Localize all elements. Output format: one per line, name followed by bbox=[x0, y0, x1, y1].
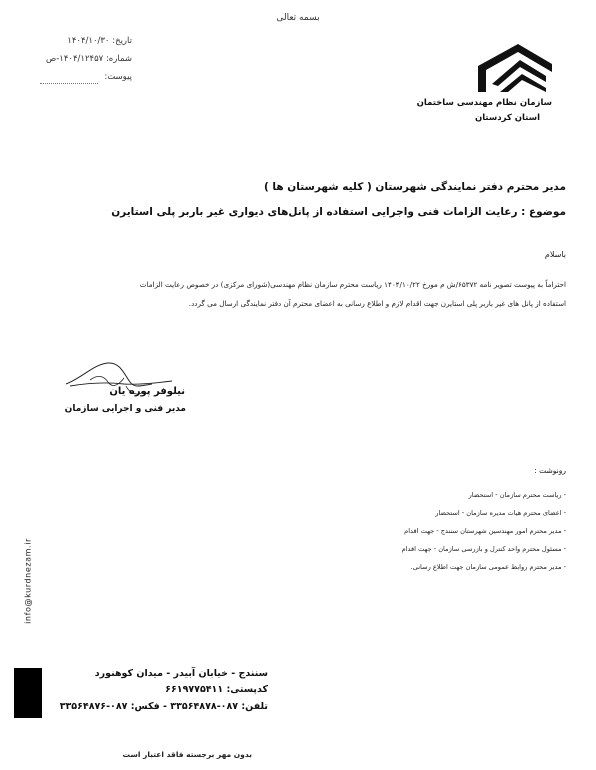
attachment-row bbox=[40, 72, 132, 82]
website-text[interactable]: info@kurdnezam.ir bbox=[23, 538, 33, 624]
cc-item: ‐ مدیر محترم روابط عمومی سازمان جهت اطلاع رسانی. bbox=[410, 563, 566, 571]
date-value: ۱۴۰۴/۱۰/۳۰ bbox=[67, 36, 110, 46]
footer-phone-fax: تلفن: ۰۸۷-۳۳۵۶۴۸۷۸ - فکس: ۰۸۷-۳۳۵۶۴۸۷۶ bbox=[59, 701, 268, 712]
org-province: استان کردستان bbox=[474, 113, 540, 123]
attachment-label: پیوست: bbox=[104, 72, 132, 82]
cc-item: ‐ مدیر محترم امور مهندسین شهرستان سنندج - جهت اقدام bbox=[404, 527, 566, 535]
letter-body-line: استفاده از پانل های غیر باربر پلی استایرن جهت اقدام لازم و اطلاع رسانی به اعضای محترم آن دفتر نمایندگی ارسال می گردد. bbox=[188, 299, 566, 308]
cc-item: ‐ مسئول محترم واحد کنترل و بازرسی سازمان - جهت اقدام bbox=[401, 545, 566, 553]
footer-black-bar bbox=[14, 668, 42, 718]
footer-disclaimer: بدون مهر برجسته فاقد اعتبار است bbox=[122, 750, 252, 759]
bismillah-header: بسمه تعالی bbox=[276, 13, 320, 23]
cc-item: ‐ ریاست محترم سازمان - استحضار bbox=[468, 491, 566, 499]
org-logo bbox=[478, 42, 552, 92]
date-row bbox=[40, 36, 132, 46]
website-vertical[interactable] bbox=[16, 520, 40, 642]
footer-postal-code: کدپستی: ۶۶۱۹۷۷۵۴۱۱ bbox=[165, 684, 268, 695]
attachment-dotted-line bbox=[40, 83, 98, 84]
letter-body-line: احتراماً به پیوست تصویر نامه ۶۵۳۷۲/ش م مورخ ۱۴۰۴/۱۰/۲۲ ریاست محترم سازمان نظام مهندسی(شورای مرکزی) در خصوص رعایت الزامات bbox=[139, 280, 566, 289]
signer-title: مدیر فنی و اجرایی سازمان bbox=[64, 404, 186, 414]
letter-salutation: باسلام bbox=[544, 250, 566, 259]
date-label: تاریخ: bbox=[112, 36, 132, 46]
letter-recipient: مدیر محترم دفتر نمایندگی شهرستان ( کلیه شهرستان ها ) bbox=[263, 181, 566, 193]
cc-title: رونوشت : bbox=[534, 466, 566, 475]
footer-address: سنندج - خیابان آبیدر - میدان کوهنورد bbox=[94, 668, 268, 679]
signer-name: نیلوفر پوره یان bbox=[109, 386, 185, 397]
handwritten-signature bbox=[60, 360, 190, 405]
cc-item: ‐ اعضای محترم هیات مدیره سازمان - استحضار bbox=[435, 509, 566, 517]
letter-meta bbox=[40, 36, 132, 82]
cc-list bbox=[266, 486, 566, 576]
number-row bbox=[40, 54, 132, 64]
letter-body bbox=[116, 275, 566, 313]
org-name: سازمان نظام مهندسی ساختمان bbox=[416, 98, 552, 108]
letter-subject: موضوع : رعایت الزامات فنی واجرایی استفاده از پانل‌های دیواری غیر باربر پلی استایرن bbox=[111, 206, 566, 218]
number-label: شماره: bbox=[105, 54, 132, 64]
number-value: ۱۴۰۴/۱۲۴۵۷-ص bbox=[45, 54, 104, 64]
